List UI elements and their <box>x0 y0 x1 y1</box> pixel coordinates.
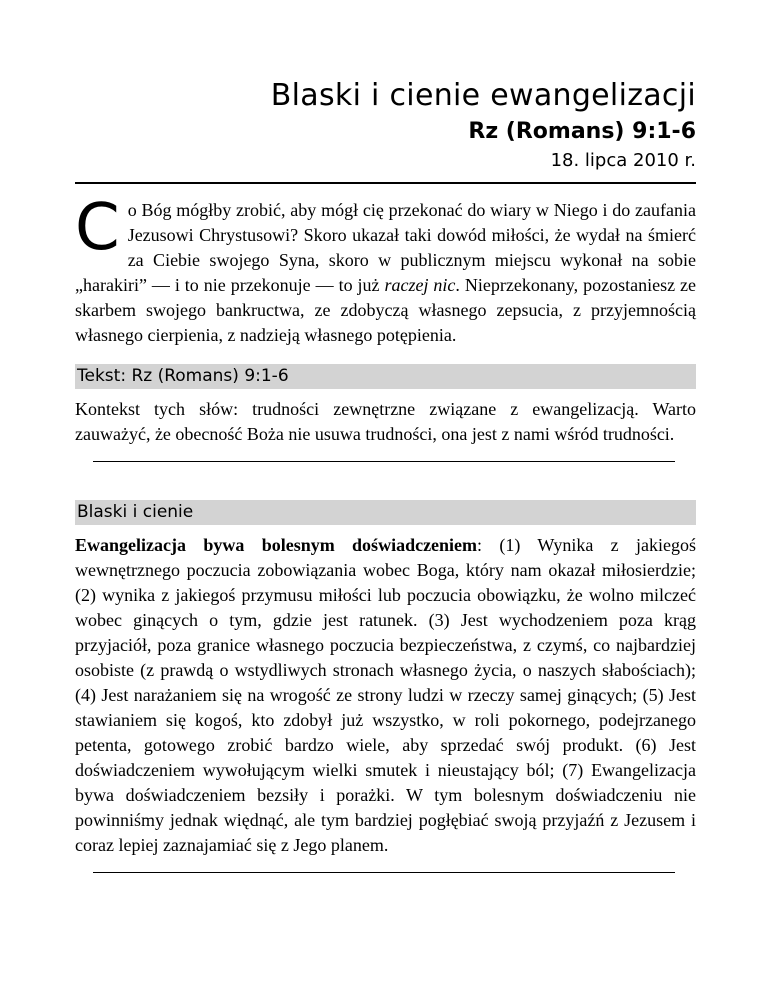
intro-text-part2: . Nieprzekonany, pozostaniesz ze skarbem swojego bankructwa, ze zdobyczą własnego zepsucia, z przyjemnością własnego cierpienia, z nadzieją własnego potępienia. <box>75 275 696 345</box>
document-title: Blaski i cienie ewangelizacji <box>270 78 696 113</box>
divider-line-bottom <box>93 872 675 873</box>
section-lead-bold: Ewangelizacja bywa bolesnym doświadczeniem <box>75 535 478 555</box>
document-date: 18. lipca 2010 r. <box>550 150 696 171</box>
scripture-reference: Rz (Romans) 9:1-6 <box>468 119 696 144</box>
section-body: : (1) Wynika z jakiegoś wewnętrznego poczucia zobowiązania wobec Boga, który nam okazał miłosierdzie; (2) wynika z jakiegoś przymusu miłości lub poczucia obowiązku, że wolno milczeć wobec ginących o tym, gdzie jest ratunek. (3) Jest wychodzeniem poza krąg przyjaciół, poza granice własnego poczucia bezpieczeństwa, z czymś, co najbardziej osobiste (z prawdą o wstydliwych stronach własnego życia, o naszych słabościach); (4) Jest narażaniem się na wrogość ze strony ludzi w rzeczy samej ginących; (5) Jest stawianiem się kogoś, kto zdobył już wszystko, w roli pokornego, podejrzanego petenta, gotowego zrobić bardzo wiele, aby sprzedać swój produkt. (6) Jest doświadczeniem wywołującym wielki smutek i nieustający ból; (7) Ewangelizacja bywa doświadczeniem bezsiły i porażki. W tym bolesnym doświadczeniu nie powinniśmy jednak więdnąć, ale tym bardziej pogłębiać swoją przyjaźń z Jezusem i coraz lepiej zaznajamiać się z Jego planem. <box>75 535 696 855</box>
section-text-context: Kontekst tych słów: trudności zewnętrzne związane z ewangelizacją. Warto zauważyć, że obecność Boża nie usuwa trudności, ona jest z nami wśród trudności. <box>75 399 696 444</box>
drop-cap: C <box>75 191 120 265</box>
section-heading-blaski: Blaski i cienie <box>75 500 696 525</box>
intro-paragraph <box>75 191 696 348</box>
intro-text-part1: o Bóg mógłby zrobić, aby mógł cię przekonać do wiary w Niego i do zaufania Jezusowi Chrystusowi? Skoro ukazał taki dowód miłości, że wydał na śmierć za Ciebie swojego Syna, skoro w publicznym miejscu wykonał na sobie „harakiri” — i to nie przekonuje — to już <box>75 200 696 295</box>
document-page <box>75 0 696 873</box>
section-text-blaski <box>75 533 696 858</box>
spacer <box>75 462 696 484</box>
intro-text-italic: raczej nic <box>384 275 456 295</box>
section-heading-text: Tekst: Rz (Romans) 9:1-6 <box>75 364 696 389</box>
header-rule <box>75 182 696 184</box>
document-header <box>75 78 696 173</box>
